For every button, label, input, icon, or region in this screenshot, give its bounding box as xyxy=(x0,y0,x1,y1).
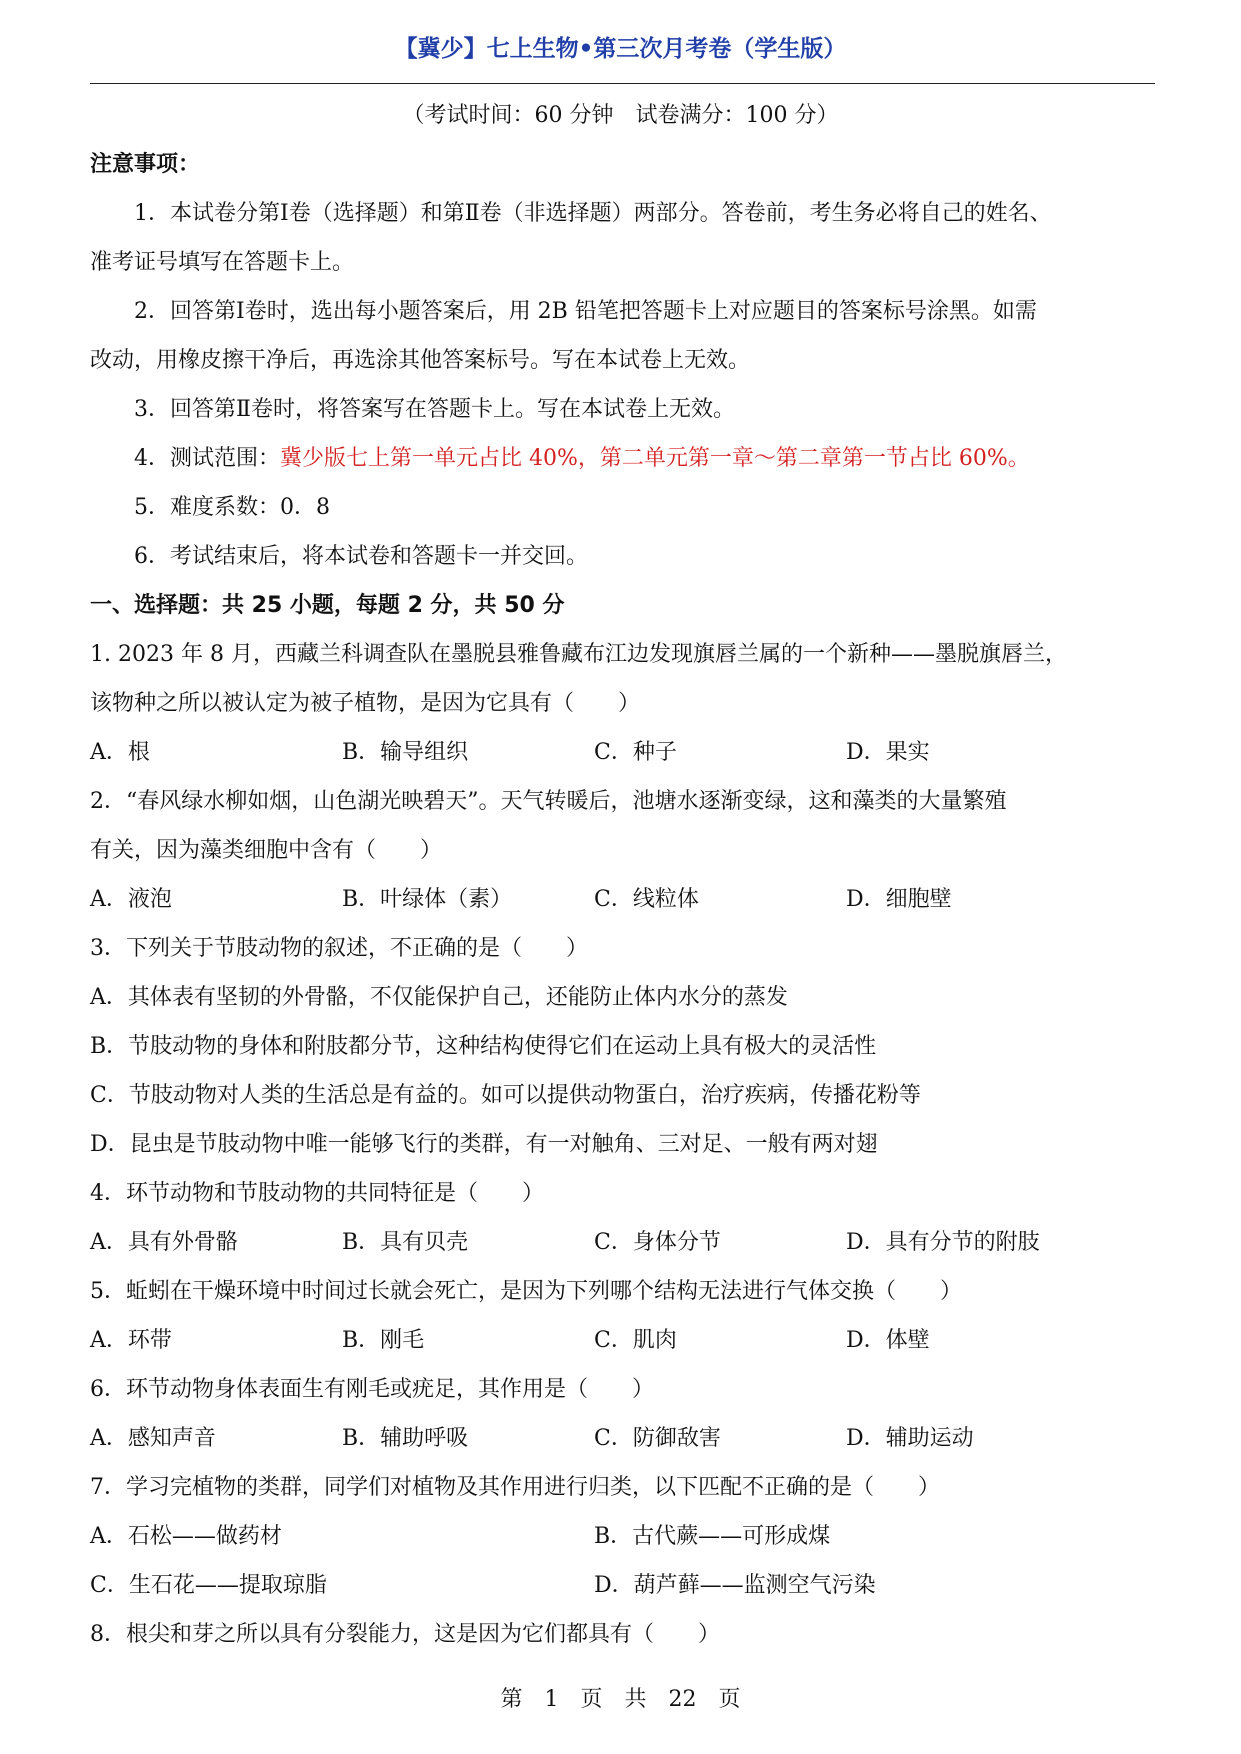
option-c: C．线粒体 xyxy=(594,887,699,912)
question-6-options xyxy=(90,1414,1155,1463)
exam-title: 【冀少】七上生物•第三次月考卷（学生版） xyxy=(394,36,847,62)
option-d: D．果实 xyxy=(846,740,930,765)
question-5-stem: 5．蚯蚓在干燥环境中时间过长就会死亡，是因为下列哪个结构无法进行气体交换（ ） xyxy=(90,1279,963,1304)
option-b: B．古代蕨——可形成煤 xyxy=(594,1524,831,1549)
option-d: D．辅助运动 xyxy=(846,1426,974,1451)
option-a: A．具有外骨骼 xyxy=(90,1230,238,1255)
question-1-stem: 1. 2023 年 8 月，西藏兰科调查队在墨脱县雅鲁藏布江边发现旗唇兰属的一个新种——墨脱旗唇兰， xyxy=(90,642,1067,667)
note-item-4-prefix: 4．测试范围： xyxy=(134,446,280,471)
question-5-options xyxy=(90,1316,1155,1365)
note-item-5: 5．难度系数：0．8 xyxy=(134,495,330,520)
option-a: A．根 xyxy=(90,740,150,765)
option-a: A．石松——做药材 xyxy=(90,1524,282,1549)
note-item-2: 2．回答第Ⅰ卷时，选出每小题答案后，用 2B 铅笔把答题卡上对应题目的答案标号涂黑。如需 xyxy=(134,299,1037,324)
option-c: C．防御敌害 xyxy=(594,1426,721,1451)
option-a: A．环带 xyxy=(90,1328,172,1353)
note-item-6: 6．考试结束后，将本试卷和答题卡一并交回。 xyxy=(134,544,588,569)
header-divider xyxy=(90,83,1155,84)
note-item-3: 3．回答第Ⅱ卷时，将答案写在答题卡上。写在本试卷上无效。 xyxy=(134,397,735,422)
option-c: C．种子 xyxy=(594,740,677,765)
question-1-options xyxy=(90,728,1155,777)
option-b: B．节肢动物的身体和附肢都分节，这种结构使得它们在运动上具有极大的灵活性 xyxy=(90,1034,877,1059)
question-2-options xyxy=(90,875,1155,924)
option-b: B．叶绿体（素） xyxy=(342,887,513,912)
question-8-stem: 8．根尖和芽之所以具有分裂能力，这是因为它们都具有（ ） xyxy=(90,1622,720,1647)
question-4-options xyxy=(90,1218,1155,1267)
option-a: A．感知声音 xyxy=(90,1426,216,1451)
question-6-stem: 6．环节动物身体表面生有刚毛或疣足，其作用是（ ） xyxy=(90,1377,654,1402)
note-item-2-cont: 改动，用橡皮擦干净后，再选涂其他答案标号。写在本试卷上无效。 xyxy=(90,348,751,373)
question-1-stem-cont: 该物种之所以被认定为被子植物，是因为它具有（ ） xyxy=(90,691,641,716)
question-4-stem: 4．环节动物和节肢动物的共同特征是（ ） xyxy=(90,1181,544,1206)
exam-time-score: （考试时间：60 分钟 试卷满分：100 分） xyxy=(402,103,839,128)
option-c: C．身体分节 xyxy=(594,1230,721,1255)
option-a: A．其体表有坚韧的外骨骼，不仅能保护自己，还能防止体内水分的蒸发 xyxy=(90,985,788,1010)
option-d: D．细胞壁 xyxy=(846,887,952,912)
question-7-options-row1 xyxy=(90,1512,1155,1561)
note-item-4 xyxy=(90,434,1155,483)
option-d: D．昆虫是节肢动物中唯一能够飞行的类群，有一对触角、三对足、一般有两对翅 xyxy=(90,1132,878,1157)
question-2-stem: 2．“春风绿水柳如烟，山色湖光映碧天”。天气转暖后，池塘水逐渐变绿，这和藻类的大量繁殖 xyxy=(90,789,1007,814)
question-2-stem-cont: 有关，因为藻类细胞中含有（ ） xyxy=(90,838,443,863)
note-item-1: 1．本试卷分第Ⅰ卷（选择题）和第Ⅱ卷（非选择题）两部分。答卷前，考生务必将自己的姓名、 xyxy=(134,201,1052,226)
option-a: A．液泡 xyxy=(90,887,172,912)
option-b: B．具有贝壳 xyxy=(342,1230,469,1255)
note-item-1-cont: 准考证号填写在答题卡上。 xyxy=(90,250,355,275)
question-3-stem: 3．下列关于节肢动物的叙述，不正确的是（ ） xyxy=(90,936,588,961)
option-c: C．生石花——提取琼脂 xyxy=(90,1573,327,1598)
option-b: B．刚毛 xyxy=(342,1328,425,1353)
exam-content xyxy=(90,140,1155,1659)
option-b: B．辅助呼吸 xyxy=(342,1426,469,1451)
notes-heading: 注意事项： xyxy=(90,152,201,177)
option-c: C．节肢动物对人类的生活总是有益的。如可以提供动物蛋白，治疗疾病，传播花粉等 xyxy=(90,1083,921,1108)
question-7-stem: 7．学习完植物的类群，同学们对植物及其作用进行归类，以下匹配不正确的是（ ） xyxy=(90,1475,940,1500)
option-d: D．具有分节的附肢 xyxy=(846,1230,1040,1255)
test-range-text: 冀少版七上第一单元占比 40%，第二单元第一章～第二章第一节占比 60%。 xyxy=(280,446,1030,471)
option-b: B．输导组织 xyxy=(342,740,469,765)
option-c: C．肌肉 xyxy=(594,1328,677,1353)
option-d: D．葫芦藓——监测空气污染 xyxy=(594,1573,876,1598)
page-number: 第 1 页 共 22 页 xyxy=(500,1687,741,1712)
option-d: D．体壁 xyxy=(846,1328,930,1353)
section-heading: 一、选择题：共 25 小题，每题 2 分，共 50 分 xyxy=(90,593,565,618)
question-7-options-row2 xyxy=(90,1561,1155,1610)
